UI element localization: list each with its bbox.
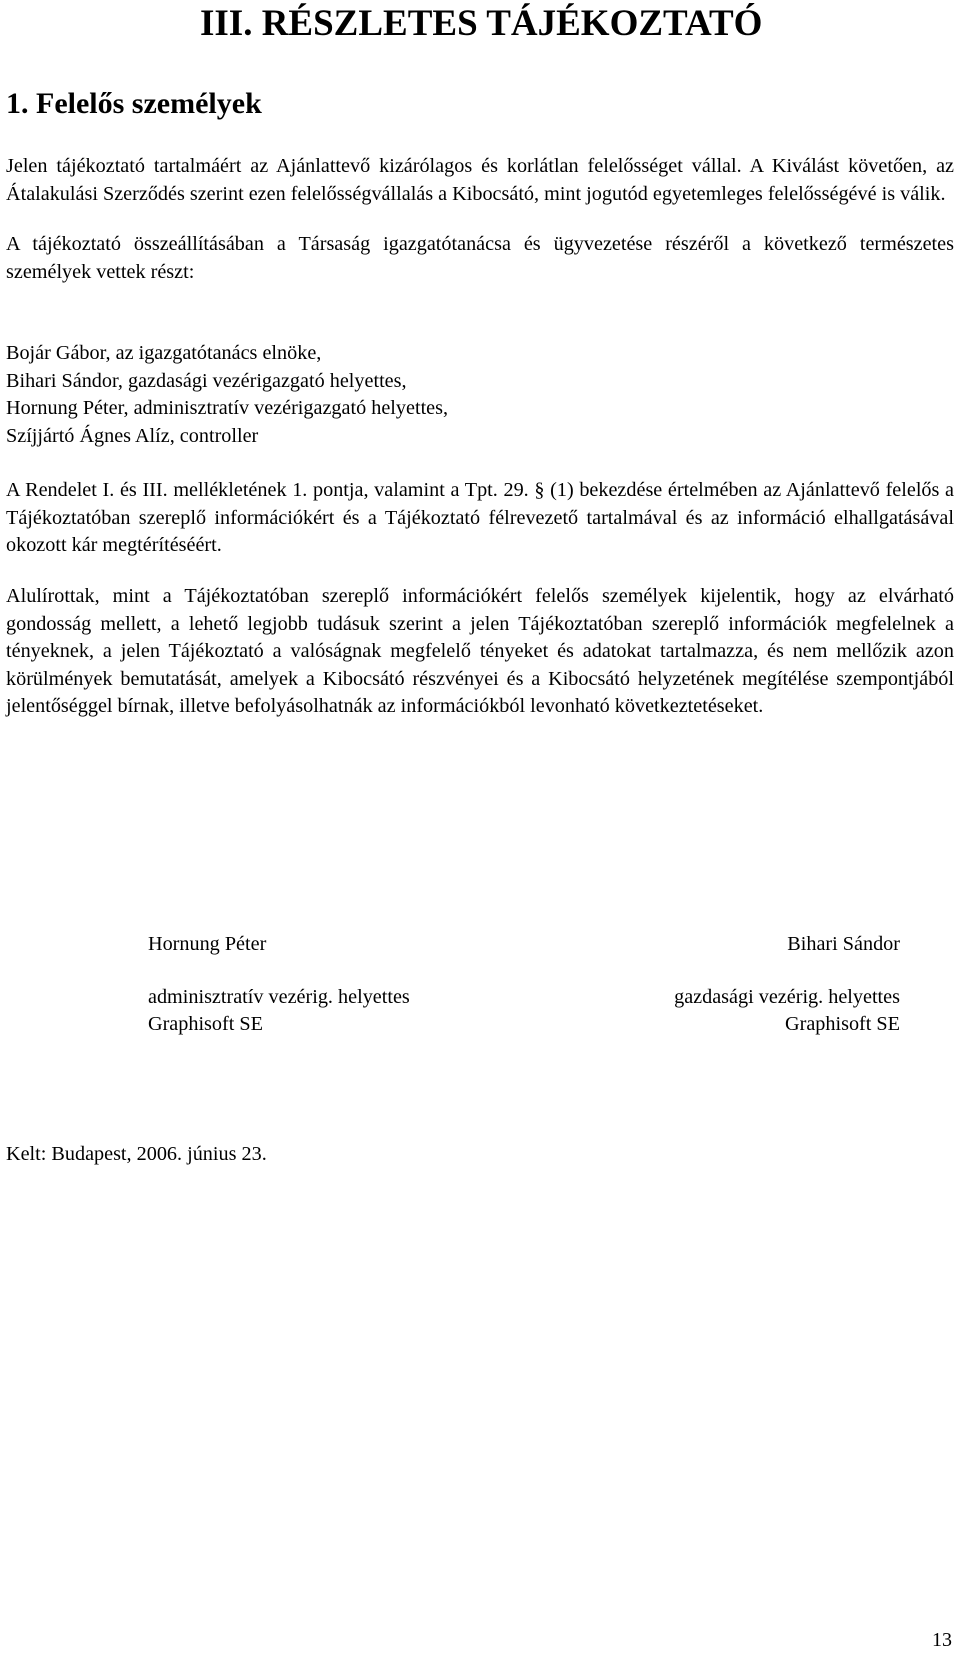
chapter-title: III. RÉSZLETES TÁJÉKOZTATÓ	[200, 3, 763, 44]
page-number: 13	[932, 1629, 952, 1651]
right-signatory-company: Graphisoft SE	[785, 1013, 900, 1035]
date-line: Kelt: Budapest, 2006. június 23.	[6, 1143, 267, 1165]
left-signatory-role: adminisztratív vezérig. helyettes	[148, 986, 410, 1008]
left-signatory-name: Hornung Péter	[148, 933, 267, 955]
left-signatory-company: Graphisoft SE	[148, 1013, 263, 1035]
responsibility-paragraph: Jelen tájékoztató tartalmáért az Ajánlattevő kizárólagos és korlátlan felelősséget vállal. A Kiválást követően, az Átalakulási Szerződés szerint ezen felelősségvállalás a Kibocsátó, mint jogutód egyetemleges felelősségévé is válik.	[6, 155, 954, 205]
person-item: Bojár Gábor, az igazgatótanács elnöke,	[6, 342, 322, 364]
person-item: Szíjjártó Ágnes Alíz, controller	[6, 424, 259, 447]
person-item: Hornung Péter, adminisztratív vezérigazgató helyettes,	[6, 397, 449, 419]
right-signatory-name: Bihari Sándor	[787, 933, 900, 955]
right-signatory-role: gazdasági vezérig. helyettes	[674, 986, 900, 1008]
participants-intro-paragraph: A tájékoztató összeállításában a Társaság igazgatótanácsa és ügyvezetése részéről a következő természetes személyek vettek részt:	[6, 233, 954, 283]
decree-paragraph: A Rendelet I. és III. mellékletének 1. pontja, valamint a Tpt. 29. § (1) bekezdése értelmében az Ajánlattevő felelős a Tájékoztatóban szereplő információkért és a Tájékoztató félrevezető tartalmával és az információ elhallgatásával okozott kár megtérítéséért.	[6, 479, 954, 556]
declaration-paragraph: Alulírottak, mint a Tájékoztatóban szereplő információkért felelős személyek kijelentik, hogy az elvárható gondosság mellett, a lehető legjobb tudásuk szerint a jelen Tájékoztatóban szereplő információk megfelelnek a tényeknek, a jelen Tájékoztató a valóságnak megfelelő tényeket és adatokat tartalmazza, és nem mellőzik azon körülmények bemutatását, amelyek a Kibocsátó részvényei és a Kibocsátó helyzetének megítélése szempontjából jelentőséggel bírnak, illetve befolyásolhatnák az információkból levonható következtetéseket.	[6, 585, 954, 717]
section-title: 1. Felelős személyek	[6, 87, 262, 120]
responsible-persons-list	[6, 340, 448, 450]
person-item: Bihari Sándor, gazdasági vezérigazgató helyettes,	[6, 369, 407, 392]
